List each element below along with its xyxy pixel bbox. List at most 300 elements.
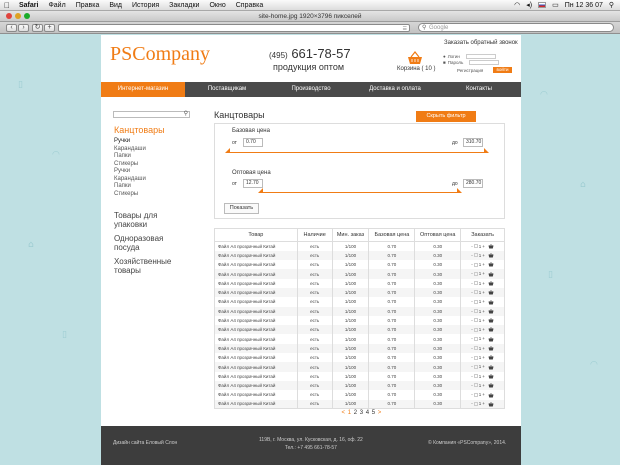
add-tab-button[interactable]: + [44, 24, 55, 32]
increment-button[interactable]: + [482, 327, 485, 333]
base-price-cell: 0.70 [369, 353, 415, 362]
quantity-value: 1 [478, 327, 482, 333]
quantity-stepper[interactable] [471, 281, 485, 286]
table-row [215, 242, 505, 251]
order-cell [461, 269, 505, 278]
table-row [215, 269, 505, 278]
menu-bookmarks[interactable]: Закладки [169, 1, 200, 9]
menu-window[interactable]: Окно [209, 1, 226, 9]
product-name-link[interactable]: Файл А4 прозрачный Китай [215, 325, 298, 334]
sidebar-category-packaging[interactable]: Товары для упаковки [114, 211, 158, 229]
product-name-link[interactable]: Файл А4 прозрачный Китай [215, 372, 298, 381]
min-order-cell: 1/100 [332, 344, 369, 353]
quantity-value: 1 [478, 345, 482, 351]
add-to-basket-icon[interactable] [488, 262, 494, 267]
opt-price-cell: 0.30 [415, 279, 461, 288]
table-row [215, 316, 505, 325]
forward-button[interactable]: › [18, 24, 29, 32]
min-order-cell: 1/100 [332, 279, 369, 288]
base-price-cell: 0.70 [369, 307, 415, 316]
quantity-stepper[interactable] [471, 309, 485, 314]
base-price-cell: 0.70 [369, 260, 415, 269]
add-to-basket-icon[interactable] [488, 383, 494, 388]
product-name-link[interactable]: Файл А4 прозрачный Китай [215, 344, 298, 353]
min-order-cell: 1/100 [332, 400, 369, 409]
increment-button[interactable]: + [482, 308, 485, 314]
quantity-stepper[interactable] [471, 383, 485, 388]
quantity-value: 1 [478, 262, 482, 268]
sidebar-subitem[interactable]: Карандаши [114, 175, 146, 182]
quantity-value: 1 [478, 336, 482, 342]
decrement-button[interactable]: - [471, 327, 473, 333]
add-to-basket-icon[interactable] [488, 309, 494, 314]
table-row [215, 353, 505, 362]
increment-button[interactable]: + [482, 252, 485, 258]
increment-button[interactable]: + [482, 262, 485, 268]
quantity-value: 1 [478, 252, 482, 258]
increment-button[interactable]: + [482, 382, 485, 388]
col-base-price: Базовая цена [369, 229, 415, 242]
decrement-button[interactable]: - [471, 373, 473, 379]
order-cell [461, 260, 505, 269]
deco-bag-icon: ⌂ [28, 240, 34, 250]
prev-page-button[interactable]: < [341, 410, 346, 416]
order-cell [461, 353, 505, 362]
decrement-button[interactable]: - [471, 336, 473, 342]
opt-price-cell: 0.30 [415, 325, 461, 334]
page-link[interactable]: 5 [371, 410, 376, 416]
base-price-cell: 0.70 [369, 334, 415, 343]
search-icon[interactable]: ⚲ [183, 111, 188, 117]
add-to-basket-icon[interactable] [488, 253, 494, 258]
quantity-input[interactable] [474, 309, 478, 313]
quantity-input[interactable] [474, 328, 478, 332]
table-row [215, 334, 505, 343]
base-price-to-input[interactable]: 310.70 [463, 138, 483, 147]
quantity-stepper[interactable] [471, 374, 485, 379]
add-to-basket-icon[interactable] [488, 337, 494, 342]
col-availability: Наличие [297, 229, 332, 242]
table-row [215, 307, 505, 316]
decrement-button[interactable]: - [471, 262, 473, 268]
menu-app-name[interactable]: Safari [19, 1, 39, 9]
quantity-value: 1 [478, 401, 482, 407]
sidebar-subitem[interactable]: Папки [114, 183, 131, 189]
sidebar-subitem[interactable]: Ручки [114, 168, 131, 174]
nav-contacts[interactable]: Контакты [466, 86, 492, 92]
quantity-input[interactable] [474, 346, 478, 350]
quantity-stepper[interactable] [471, 253, 485, 258]
deco-bag-icon: ⌂ [580, 180, 586, 190]
user-icon: ● [443, 54, 446, 59]
wifi-icon[interactable]: ◠ [514, 2, 521, 9]
basket-link[interactable]: Корзина ( 10 ) [397, 66, 436, 72]
col-product: Товар [215, 229, 298, 242]
quantity-stepper[interactable] [471, 244, 485, 249]
base-price-cell: 0.70 [369, 390, 415, 399]
min-order-cell: 1/100 [332, 242, 369, 251]
footer-address: 119В, г. Москва, ул. Кусковская, д. 16, оф. 22 [259, 437, 363, 443]
phone-number: 661-78-57 [291, 46, 351, 61]
availability-cell: есть [297, 288, 332, 297]
base-price-min-handle[interactable] [225, 148, 230, 153]
nav-suppliers[interactable]: Поставщикам [207, 86, 247, 92]
base-price-cell: 0.70 [369, 297, 415, 306]
increment-button[interactable]: + [482, 299, 485, 305]
order-cell [461, 372, 505, 381]
quantity-input[interactable] [474, 281, 478, 285]
product-name-link[interactable]: Файл А4 прозрачный Китай [215, 260, 298, 269]
zoom-window-icon[interactable] [24, 13, 30, 19]
col-order: Заказать [461, 229, 505, 242]
increment-button[interactable]: + [482, 243, 485, 249]
min-order-cell: 1/100 [332, 307, 369, 316]
quantity-value: 1 [478, 289, 482, 295]
window-titlebar [0, 11, 620, 22]
increment-button[interactable]: + [482, 401, 485, 407]
back-button[interactable]: ‹ [6, 24, 17, 32]
decrement-button[interactable]: - [471, 252, 473, 258]
sidebar-subitem[interactable]: Ручки [114, 138, 131, 144]
sidebar-subitem[interactable]: Карандаши [114, 145, 146, 152]
menu-file[interactable]: Файл [48, 1, 66, 9]
product-name-link[interactable]: Файл А4 прозрачный Китай [215, 362, 298, 371]
quantity-input[interactable] [474, 318, 478, 322]
product-name-link[interactable]: Файл А4 прозрачный Китай [215, 400, 298, 409]
basket-icon[interactable] [407, 51, 423, 65]
availability-cell: есть [297, 297, 332, 306]
product-name-link[interactable]: Файл А4 прозрачный Китай [215, 381, 298, 390]
decrement-button[interactable]: - [471, 364, 473, 370]
login-label: Логин [447, 54, 460, 59]
availability-cell: есть [297, 307, 332, 316]
add-to-basket-icon[interactable] [488, 327, 494, 332]
logo-ps: PS [110, 43, 133, 65]
availability-cell: есть [297, 334, 332, 343]
quantity-value: 1 [478, 355, 482, 361]
product-name-link[interactable]: Файл А4 прозрачный Китай [215, 307, 298, 316]
order-cell [461, 334, 505, 343]
base-price-cell: 0.70 [369, 316, 415, 325]
opt-price-max-handle[interactable] [457, 188, 462, 193]
quantity-value: 1 [478, 382, 482, 388]
decrement-button[interactable]: - [471, 355, 473, 361]
add-to-basket-icon[interactable] [488, 318, 494, 323]
order-cell [461, 297, 505, 306]
table-row [215, 372, 505, 381]
window-controls [6, 13, 30, 19]
password-input[interactable] [469, 60, 499, 65]
add-to-basket-icon[interactable] [488, 393, 494, 398]
sidebar-category-title[interactable]: Канцтовары [114, 125, 165, 135]
site-logo[interactable] [110, 43, 210, 66]
decrement-button[interactable]: - [471, 382, 473, 388]
add-to-basket-icon[interactable] [488, 374, 494, 379]
decrement-button[interactable]: - [471, 299, 473, 305]
quantity-stepper[interactable] [471, 262, 485, 267]
increment-button[interactable]: + [482, 317, 485, 323]
decrement-button[interactable]: - [471, 308, 473, 314]
product-name-link[interactable]: Файл А4 прозрачный Китай [215, 279, 298, 288]
increment-button[interactable]: + [482, 373, 485, 379]
order-cell [461, 279, 505, 288]
opt-price-cell: 0.30 [415, 316, 461, 325]
page-link[interactable]: 2 [353, 410, 358, 416]
close-window-icon[interactable] [6, 13, 12, 19]
base-price-cell: 0.70 [369, 279, 415, 288]
min-order-cell: 1/100 [332, 297, 369, 306]
add-to-basket-icon[interactable] [488, 281, 494, 286]
opt-price-slider[interactable] [260, 192, 460, 193]
quantity-input[interactable] [474, 253, 478, 257]
table-row [215, 400, 505, 409]
footer-copyright: © Компания «PSCompany», 2014. [428, 440, 507, 446]
opt-price-cell: 0.30 [415, 297, 461, 306]
deco-cup-icon: ◠ [52, 150, 60, 160]
availability-cell: есть [297, 279, 332, 288]
website-page [101, 35, 521, 465]
quantity-value: 1 [478, 373, 482, 379]
quantity-input[interactable] [474, 337, 478, 341]
sidebar-search-input[interactable] [113, 111, 190, 118]
next-page-button[interactable]: > [377, 410, 382, 416]
availability-cell: есть [297, 269, 332, 278]
increment-button[interactable]: + [482, 364, 485, 370]
availability-cell: есть [297, 353, 332, 362]
product-name-link[interactable]: Файл А4 прозрачный Китай [215, 251, 298, 260]
increment-button[interactable]: + [482, 336, 485, 342]
quantity-stepper[interactable] [471, 401, 485, 406]
quantity-input[interactable] [474, 402, 478, 406]
quantity-stepper[interactable] [471, 336, 485, 341]
table-row [215, 288, 505, 297]
quantity-input[interactable] [474, 290, 478, 294]
quantity-value: 1 [478, 299, 482, 305]
increment-button[interactable]: + [482, 392, 485, 398]
quantity-stepper[interactable] [471, 392, 485, 397]
decrement-button[interactable]: - [471, 345, 473, 351]
quantity-stepper[interactable] [471, 290, 485, 295]
base-price-cell: 0.70 [369, 288, 415, 297]
opt-price-cell: 0.30 [415, 362, 461, 371]
quantity-value: 1 [478, 308, 482, 314]
quantity-input[interactable] [474, 244, 478, 248]
product-name-link[interactable]: Файл А4 прозрачный Китай [215, 390, 298, 399]
quantity-stepper[interactable] [471, 299, 485, 304]
availability-cell: есть [297, 400, 332, 409]
availability-cell: есть [297, 344, 332, 353]
show-button[interactable]: Показать [224, 203, 259, 214]
quantity-input[interactable] [474, 374, 478, 378]
base-price-cell: 0.70 [369, 242, 415, 251]
decrement-button[interactable]: - [471, 289, 473, 295]
table-row [215, 381, 505, 390]
search-field[interactable] [418, 23, 614, 32]
page-link[interactable]: 3 [359, 410, 364, 416]
increment-button[interactable]: + [482, 271, 485, 277]
menu-history[interactable]: История [132, 1, 160, 9]
min-order-cell: 1/100 [332, 381, 369, 390]
add-to-basket-icon[interactable] [488, 272, 494, 277]
product-name-link[interactable]: Файл А4 прозрачный Китай [215, 353, 298, 362]
footer-phone: Тел.: +7 495 661-78-57 [284, 445, 337, 451]
main-nav [101, 82, 521, 97]
base-price-slider[interactable] [227, 152, 486, 153]
quantity-stepper[interactable] [471, 364, 485, 369]
table-row [215, 260, 505, 269]
order-cell [461, 307, 505, 316]
base-price-max-handle[interactable] [484, 148, 489, 153]
lock-icon: ■ [443, 60, 446, 65]
site-footer [101, 426, 521, 465]
min-order-cell: 1/100 [332, 353, 369, 362]
search-placeholder: Google [429, 25, 449, 31]
add-to-basket-icon[interactable] [488, 365, 494, 370]
min-order-cell: 1/100 [332, 288, 369, 297]
product-name-link[interactable]: Файл А4 прозрачный Китай [215, 242, 298, 251]
quantity-input[interactable] [474, 383, 478, 387]
to-label: до [452, 181, 458, 187]
increment-button[interactable]: + [482, 355, 485, 361]
quantity-input[interactable] [474, 263, 478, 267]
decrement-button[interactable]: - [471, 280, 473, 286]
add-to-basket-icon[interactable] [488, 346, 494, 351]
quantity-input[interactable] [474, 365, 478, 369]
address-bar[interactable] [58, 24, 410, 32]
product-name-link[interactable]: Файл А4 прозрачный Китай [215, 316, 298, 325]
sidebar-subitem[interactable]: Стикеры [114, 190, 139, 197]
base-price-cell: 0.70 [369, 362, 415, 371]
product-name-link[interactable]: Файл А4 прозрачный Китай [215, 334, 298, 343]
page-link[interactable]: 4 [365, 410, 370, 416]
base-price-from-input[interactable]: 0.70 [243, 138, 263, 147]
min-order-cell: 1/100 [332, 362, 369, 371]
sidebar-category-disposable[interactable]: Одноразовая посуда [114, 234, 164, 252]
opt-price-cell: 0.30 [415, 372, 461, 381]
opt-price-cell: 0.30 [415, 344, 461, 353]
table-row [215, 279, 505, 288]
window-title: site-home.jpg 1920×3796 пикселей [258, 13, 362, 20]
page-link-current[interactable]: 1 [347, 410, 352, 416]
login-button[interactable]: войти [493, 67, 512, 73]
opt-price-from-input[interactable]: 12.70 [243, 179, 263, 188]
login-input[interactable] [466, 54, 496, 59]
opt-price-cell: 0.30 [415, 307, 461, 316]
nav-production[interactable]: Производство [291, 86, 331, 92]
table-row [215, 297, 505, 306]
product-name-link[interactable]: Файл А4 прозрачный Китай [215, 297, 298, 306]
decrement-button[interactable]: - [471, 392, 473, 398]
quantity-stepper[interactable] [471, 318, 485, 323]
content-title: Канцтовары [214, 110, 265, 120]
availability-cell: есть [297, 260, 332, 269]
nav-delivery[interactable]: Доставка и оплата [369, 86, 421, 92]
deco-bottle-icon: ▯ [548, 270, 553, 280]
menubar-clock[interactable]: Пн 12 36 07 [564, 1, 603, 9]
sidebar-subitem[interactable]: Стикеры [114, 160, 139, 167]
opt-price-cell: 0.30 [415, 400, 461, 409]
product-name-link[interactable]: Файл А4 прозрачный Китай [215, 269, 298, 278]
increment-button[interactable]: + [482, 289, 485, 295]
order-cell [461, 400, 505, 409]
quantity-stepper[interactable] [471, 327, 485, 332]
quantity-value: 1 [478, 280, 482, 286]
register-link[interactable]: Регистрация [457, 68, 484, 73]
increment-button[interactable]: + [482, 280, 485, 286]
table-row [215, 390, 505, 399]
language-flag-icon[interactable] [538, 2, 546, 8]
increment-button[interactable]: + [482, 345, 485, 351]
quantity-stepper[interactable] [471, 346, 485, 351]
nav-shop[interactable]: Интернет-магазин [101, 82, 185, 97]
callback-link[interactable]: Заказать обратный звонок [444, 40, 518, 46]
reader-icon[interactable]: ☰ [402, 26, 407, 32]
add-to-basket-icon[interactable] [488, 402, 494, 407]
base-price-cell: 0.70 [369, 381, 415, 390]
from-label: от [232, 140, 237, 146]
quantity-input[interactable] [474, 272, 478, 276]
opt-price-to-input[interactable]: 280.70 [463, 179, 483, 188]
menu-edit[interactable]: Правка [75, 1, 100, 9]
add-to-basket-icon[interactable] [488, 355, 494, 360]
decrement-button[interactable]: - [471, 401, 473, 407]
quantity-stepper[interactable] [471, 355, 485, 360]
quantity-input[interactable] [474, 300, 478, 304]
battery-icon[interactable]: ▭ [552, 2, 559, 9]
filter-panel [214, 123, 505, 219]
hide-filter-button[interactable]: Скрыть фильтр [416, 111, 476, 122]
product-name-link[interactable]: Файл А4 прозрачный Китай [215, 288, 298, 297]
opt-price-min-handle[interactable] [258, 188, 263, 193]
sidebar-category-household[interactable]: Хозяйственные товары [114, 257, 172, 275]
base-price-cell: 0.70 [369, 269, 415, 278]
availability-cell: есть [297, 251, 332, 260]
quantity-input[interactable] [474, 356, 478, 360]
opt-price-cell: 0.30 [415, 381, 461, 390]
footer-design-credit[interactable]: Дизайн сайта Еловый Слон [113, 440, 178, 446]
menubar-status-area [514, 1, 620, 9]
base-price-cell: 0.70 [369, 251, 415, 260]
quantity-input[interactable] [474, 393, 478, 397]
spotlight-icon[interactable]: ⚲ [608, 2, 614, 9]
sidebar-subitem[interactable]: Папки [114, 153, 131, 159]
min-order-cell: 1/100 [332, 251, 369, 260]
opt-price-cell: 0.30 [415, 288, 461, 297]
add-to-basket-icon[interactable] [488, 290, 494, 295]
min-order-cell: 1/100 [332, 334, 369, 343]
decrement-button[interactable]: - [471, 243, 473, 249]
min-order-cell: 1/100 [332, 269, 369, 278]
availability-cell: есть [297, 390, 332, 399]
phone-code: (495) [269, 51, 288, 60]
reload-icon[interactable]: ↻ [32, 24, 43, 32]
menu-help[interactable]: Справка [235, 1, 264, 9]
minimize-window-icon[interactable] [15, 13, 21, 19]
volume-icon[interactable]: ◂) [526, 2, 533, 9]
add-to-basket-icon[interactable] [488, 244, 494, 249]
table-row [215, 251, 505, 260]
quantity-stepper[interactable] [471, 271, 485, 276]
menu-view[interactable]: Вид [109, 1, 123, 9]
apple-icon[interactable] [0, 1, 14, 10]
quantity-value: 1 [478, 243, 482, 249]
table-header-row [215, 229, 505, 242]
decrement-button[interactable]: - [471, 317, 473, 323]
quantity-value: 1 [478, 317, 482, 323]
availability-cell: есть [297, 381, 332, 390]
add-to-basket-icon[interactable] [488, 300, 494, 305]
decrement-button[interactable]: - [471, 271, 473, 277]
